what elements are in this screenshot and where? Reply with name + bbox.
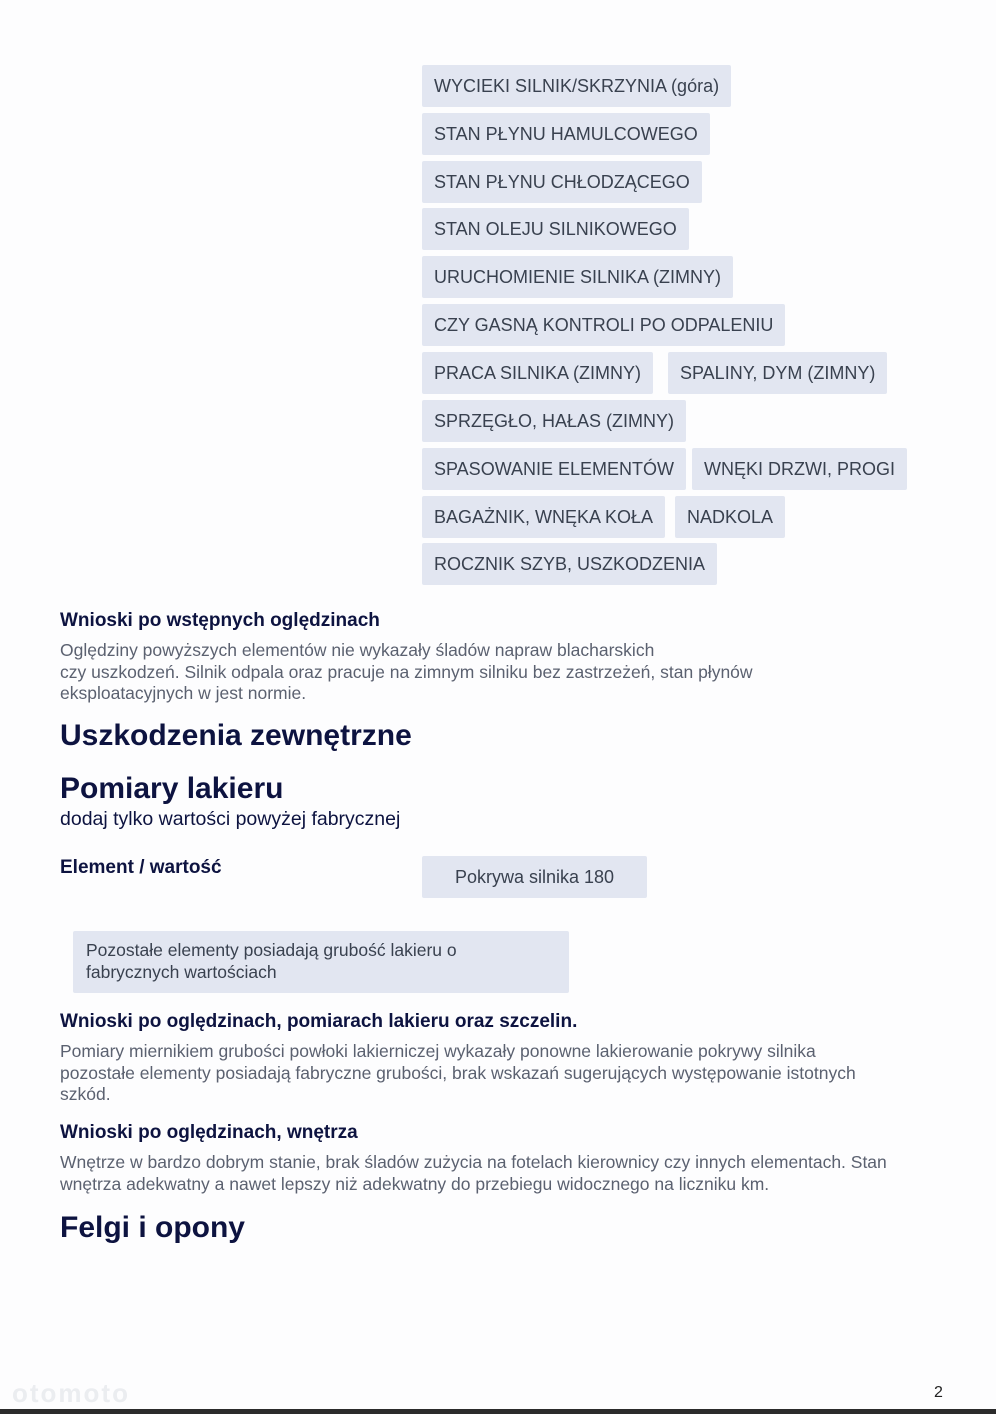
checklist-chip: WYCIEKI SILNIK/SKRZYNIA (góra) [422, 65, 731, 107]
bottom-bar [0, 1409, 996, 1414]
initial-conclusions-text [60, 640, 753, 705]
text-line: Pozostałe elementy posiadają grubość lakieru o [86, 940, 457, 960]
watermark-logo: otomoto [12, 1378, 130, 1408]
interior-conclusions-text [60, 1152, 887, 1195]
checklist-chip: PRACA SILNIKA (ZIMNY) [422, 352, 653, 394]
paint-conclusions-heading: Wnioski po oględzinach, pomiarach lakieru oraz szczelin. [60, 1011, 578, 1032]
wheels-heading: Felgi i opony [60, 1211, 245, 1244]
checklist-chip: ROCZNIK SZYB, USZKODZENIA [422, 543, 717, 585]
checklist-chip: SPALINY, DYM (ZIMNY) [668, 352, 887, 394]
checklist-chip: STAN PŁYNU CHŁODZĄCEGO [422, 161, 702, 203]
text-line: Oględziny powyższych elementów nie wykazały śladów napraw blacharskich [60, 640, 655, 660]
checklist-chip: CZY GASNĄ KONTROLI PO ODPALENIU [422, 304, 785, 346]
paint-note [73, 931, 569, 993]
external-damage-heading: Uszkodzenia zewnętrzne [60, 719, 412, 752]
checklist-chip: NADKOLA [675, 496, 785, 538]
paint-value: Pokrywa silnika 180 [422, 856, 647, 898]
paint-conclusions-text [60, 1041, 856, 1106]
paint-label: Element / wartość [60, 857, 222, 878]
checklist-chip: URUCHOMIENIE SILNIKA (ZIMNY) [422, 256, 733, 298]
text-line: czy uszkodzeń. Silnik odpala oraz pracuje na zimnym silniku bez zastrzeżeń, stan płynów [60, 661, 753, 682]
checklist-chip: SPRZĘGŁO, HAŁAS (ZIMNY) [422, 400, 686, 442]
checklist-chip: STAN PŁYNU HAMULCOWEGO [422, 113, 710, 155]
text-line: szkód. [60, 1084, 111, 1104]
text-line: eksploatacyjnych w jest normie. [60, 683, 307, 703]
initial-conclusions-heading: Wnioski po wstępnych oględzinach [60, 610, 380, 631]
text-line: Pomiary miernikiem grubości powłoki lakierniczej wykazały ponowne lakierowanie pokrywy silnika [60, 1041, 816, 1061]
paint-heading: Pomiary lakieru [60, 772, 284, 805]
checklist-chip: SPASOWANIE ELEMENTÓW [422, 448, 686, 490]
paint-subheading: dodaj tylko wartości powyżej fabrycznej [60, 808, 401, 830]
interior-conclusions-heading: Wnioski po oględzinach, wnętrza [60, 1122, 358, 1143]
checklist-chip: WNĘKI DRZWI, PROGI [692, 448, 907, 490]
page-number: 2 [934, 1384, 943, 1401]
text-line: Wnętrze w bardzo dobrym stanie, brak śladów zużycia na fotelach kierownicy czy innych elementach. Stan [60, 1152, 887, 1172]
text-line: pozostałe elementy posiadają fabryczne grubości, brak wskazań sugerujących występowanie istotnych [60, 1062, 856, 1083]
checklist-chip: BAGAŻNIK, WNĘKA KOŁA [422, 496, 665, 538]
text-line: wnętrza adekwatny a nawet lepszy niż adekwatny do przebiegu widocznego na liczniku km. [60, 1173, 770, 1194]
checklist-chip: STAN OLEJU SILNIKOWEGO [422, 208, 689, 250]
text-line: fabrycznych wartościach [86, 961, 277, 982]
